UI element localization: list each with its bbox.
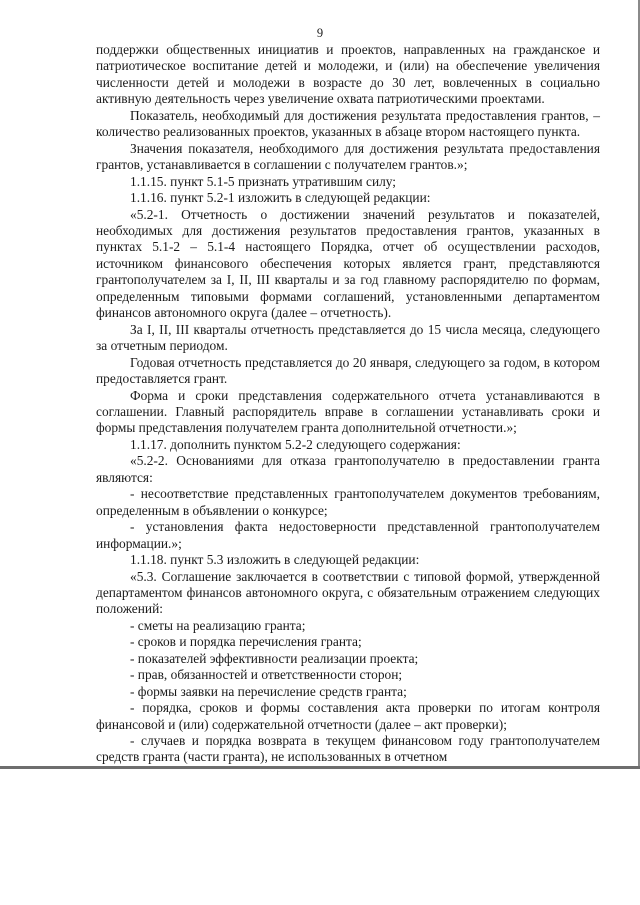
paragraph: 1.1.15. пункт 5.1-5 признать утратившим силу;: [130, 173, 397, 189]
list-item: - сроков и порядка перечисления гранта;: [130, 634, 362, 650]
page-number: 9: [316, 26, 324, 40]
paragraph: «5.2-1. Отчетность о достижении значений результатов и показателей, необходимых для достижения результатов предоставления грантов, указанных в пунктах 5.1-2 – 5.1-4 настоящего Порядка, отчет об осуществлении расходов, источником финансового обеспечения которых является грант, представляются грантополучателем за I, II, III кварталы и за год главному распорядителю по формам, определенным типовыми формами соглашений, установленными департаментом финансов автономного округа (далее – отчетность).: [96, 206, 600, 321]
body-text: [96, 42, 600, 766]
paragraph: Форма и сроки представления содержательного отчета устанавливаются в соглашении. Главный распорядитель вправе в соглашении устанавливать сроки и формы представления получателем гранта дополнительной отчетности.»;: [96, 387, 600, 436]
list-item: - сметы на реализацию гранта;: [130, 617, 306, 633]
paragraph: 1.1.18. пункт 5.3 изложить в следующей редакции:: [130, 552, 420, 568]
page-bottom-edge: [0, 766, 640, 769]
list-item: - формы заявки на перечисление средств гранта;: [130, 683, 407, 699]
paragraph: «5.3. Соглашение заключается в соответствии с типовой формой, утвержденной департаментом финансов автономного округа, с обязательным отражением следующих положений:: [96, 568, 600, 617]
list-item: - показателей эффективности реализации проекта;: [130, 650, 419, 666]
paragraph: поддержки общественных инициатив и проектов, направленных на гражданское и патриотическое воспитание детей и молодежи, и (или) на обеспечение увеличения численности детей и молодежи в возрасте до 30 лет, вовлеченных в социально активную деятельность через увеличение охвата патриотическими проектами.: [96, 42, 600, 107]
list-item: - несоответствие представленных грантополучателем документов требованиям, определенным в объявлении о конкурсе;: [96, 486, 600, 518]
paragraph: Годовая отчетность представляется до 20 января, следующего за годом, в котором предоставляется грант.: [96, 354, 600, 387]
paragraph: 1.1.17. дополнить пунктом 5.2-2 следующего содержания:: [130, 436, 461, 452]
list-item: - установления факта недостоверности представленной грантополучателем информации.»;: [96, 519, 600, 551]
paragraph: За I, II, III кварталы отчетность представляется до 15 числа месяца, следующего за отчетным периодом.: [96, 321, 600, 354]
paragraph: Значения показателя, необходимого для достижения результата предоставления грантов, устанавливается в соглашении с получателем грантов.»;: [96, 140, 600, 173]
paragraph: Показатель, необходимый для достижения результата предоставления грантов, – количество реализованных проектов, указанных в абзаце втором настоящего пункта.: [96, 107, 600, 140]
paragraph: «5.2-2. Основаниями для отказа грантополучателю в предоставлении гранта являются:: [96, 453, 600, 485]
list-item: - порядка, сроков и формы составления акта проверки по итогам контроля финансовой и (или) содержательной отчетности (далее – акт проверки);: [96, 700, 600, 732]
list-item: - прав, обязанностей и ответственности сторон;: [130, 667, 403, 683]
paragraph: 1.1.16. пункт 5.2-1 изложить в следующей редакции:: [130, 190, 431, 206]
list-item: - случаев и порядка возврата в текущем финансовом году грантополучателем средств гранта (части гранта), не использованных в отчетном: [96, 733, 600, 765]
